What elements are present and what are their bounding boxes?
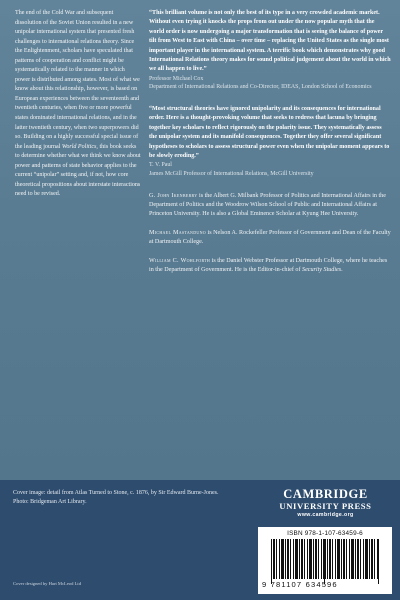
endorsement-quote-2: “Most structural theories have ignored unipolarity and its consequences for international order. Here is a thought-provoking volume that seeks to redress that lacuna by bringing together key scholars to reflect rigorously on the polarity issue. They systematically assess the unipolar system and its manifold consequences. Together they offer several significant hypotheses to scholars to assess structural power even when the unipolar moment appears to be slowly eroding.” [149, 106, 390, 160]
editor-bio-1 [149, 192, 391, 220]
editor-journal: Security Studies [302, 267, 342, 274]
endorser-affiliation-1: Department of International Relations and Co-Director, IDEAS, London School of Economics [149, 84, 372, 91]
barcode-guard-center [324, 539, 325, 584]
barcode-icon [271, 539, 379, 579]
publisher-logo [258, 488, 393, 518]
editor-bio-text-3: is the Daniel Webster Professor at Dartmouth College, where he teaches in the Department of Government. He is the Editor-in-chief of [149, 257, 388, 274]
barcode-digits: 9 781107 634596 [262, 580, 338, 589]
editor-bio-text-2: is Nelson A. Rockefeller Professor of Government and Dean of the Faculty at Dartmouth College. [149, 229, 391, 246]
editor-bio-3 [149, 257, 391, 276]
publisher-subtitle: UNIVERSITY PRESS [279, 501, 372, 511]
editor-bio-2 [149, 229, 391, 248]
description-text [15, 9, 141, 200]
endorser-affiliation-2: James McGill Professor of International Relations, McGill University [149, 171, 314, 178]
cover-image-credit: Cover image: detail from Atlas Turned to Stone, c. 1876, by Sir Edward Burne-Jones. Photo: Bridgeman Art Library. [13, 490, 219, 505]
barcode-guard-left [271, 539, 272, 584]
editor-name-1: G. John Ikenberry [149, 192, 198, 199]
description-part-1: The end of the Cold War and subsequent dissolution of the Soviet Union resulted in a new unipolar international system that presented fresh challenges to international relations theory. Since the Enlightenment, scholars have speculated that patterns of cooperation and conflict might be systematically related to the manner in which power is distributed among states. Most of what we know about this relationship, however, is based on European experiences between the seventeenth and twentieth centuries, when five or more powerful states dominated international relations, and in the latter twentieth century, when two superpowers did so. Building on a highly successful special issue of the leading journal [15, 10, 140, 150]
publisher-url: www.cambridge.org [297, 512, 354, 518]
endorsements-and-bios [149, 9, 391, 276]
journal-title: World Politics [61, 143, 97, 150]
description-part-2: , this book seeks to determine whether what we think we know about power and patterns of state behavior applies to the current “unipolar” setting and, if not, how core theoretical propositions about interstate interactions need to be revised. [15, 143, 141, 198]
endorser-name-2: T. V. Paul [149, 162, 172, 169]
endorser-name-1: Professor Michael Cox [149, 75, 204, 82]
publisher-name: CAMBRIDGE [283, 487, 368, 501]
editor-bio-text-1: is the Albert G. Milbank Professor of Politics and International Affairs in the Department of Politics and the Woodrow Wilson School of Public and International Affairs at Princeton University. He is also a Global Eminence Scholar at Kyung Hee University. [149, 192, 386, 218]
barcode-label [258, 527, 392, 594]
designer-credit: Cover designed by Hart McLeod Ltd [13, 581, 81, 586]
isbn-number: ISBN 978-1-107-63459-6 [287, 530, 363, 537]
barcode-guard-right [378, 539, 379, 584]
book-description [15, 9, 141, 200]
editor-bio-end-3: . [341, 267, 343, 274]
editor-name-3: William C. Wohlforth [149, 257, 211, 264]
editor-name-2: Michael Mastanduno [149, 229, 206, 236]
endorsement-quote-1: “This brilliant volume is not only the best of its type in a very crowded academic market. Without even trying it knocks the props from out under the now popular myth that the world order is now undergoing a major transformation that is seeing the balance of power tilt from West to East with China – over time – replacing the United States as the single most important player in the international system. A terrific book which demonstrates why good International Relations theory makes for sound political judgement about the world in which we all happen to live.” [149, 10, 391, 73]
